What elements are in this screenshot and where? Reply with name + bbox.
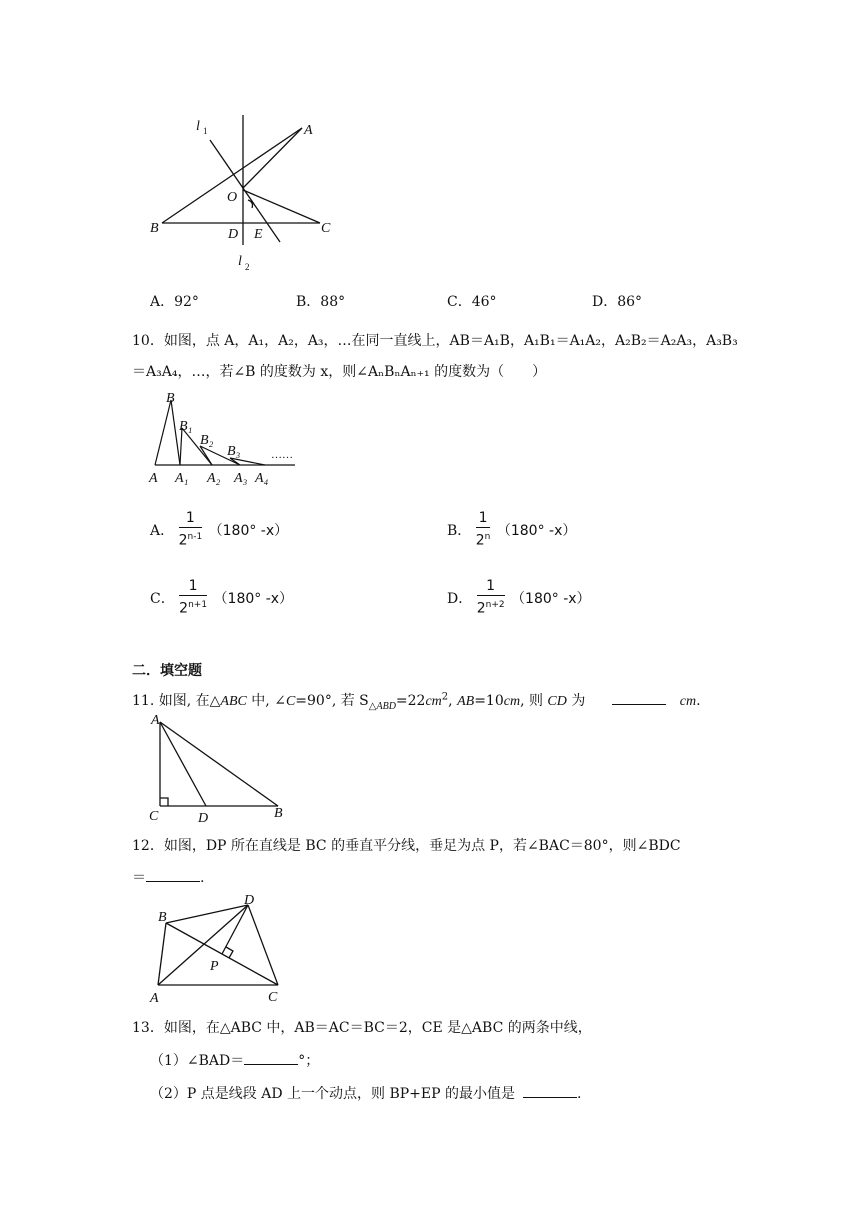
- q9-label-C: C: [321, 221, 331, 236]
- q11-answer-blank[interactable]: [612, 690, 666, 705]
- q10-option-c-expr: （180° -x）: [213, 590, 294, 607]
- q13-sub2-blank[interactable]: [523, 1083, 577, 1098]
- q11-label-D: D: [198, 811, 209, 826]
- q13-sub1-blank[interactable]: [244, 1050, 298, 1065]
- q13-sub1-pre: （1）∠BAD＝: [150, 1053, 245, 1069]
- q13-sub1-end: °；: [298, 1053, 320, 1069]
- q10-option-c-exp: n+1: [188, 600, 208, 610]
- q10-option-d-expr: （180° -x）: [511, 590, 591, 607]
- q11-text-e: ,: [448, 693, 458, 709]
- q12-line2-pre: ＝: [132, 870, 146, 886]
- q11-sup: 2: [441, 691, 449, 703]
- q12-label-P: P: [210, 959, 219, 974]
- q12-line1: 12．如图，DP 所在直线是 BC 的垂直平分线，垂足为点 P，若∠BAC＝80°，则∠BDC: [132, 838, 681, 854]
- q10-label-dots: ……: [271, 449, 293, 461]
- q10-option-a-letter: A．: [150, 522, 175, 539]
- q11-text-d: =22: [395, 693, 426, 709]
- q12-label-A: A: [150, 991, 159, 1006]
- q10-option-a-den: 2: [178, 532, 188, 549]
- q10-label-B3: B₃: [227, 444, 241, 459]
- q11-ab: AB: [457, 694, 475, 709]
- q11-text-h: 为: [566, 693, 586, 709]
- q13-sub2-pre: （2）P 点是线段 AD 上一个动点，则 BP+EP 的最小值是: [150, 1086, 515, 1102]
- q10-option-b-den: 2: [475, 532, 485, 549]
- q12-label-C: C: [268, 990, 278, 1005]
- q9-label-l2: l: [238, 254, 242, 269]
- q10-option-a: [150, 510, 288, 550]
- q9-label-E: E: [254, 227, 263, 242]
- q11-label-C: C: [149, 809, 159, 824]
- q10-option-b: [447, 510, 576, 550]
- q13-line1: 13．如图，在△ABC 中，AB＝AC＝BC＝2，CE 是△ABC 的两条中线，: [132, 1020, 592, 1036]
- q11-cm: cm: [503, 694, 521, 709]
- q10-option-b-letter: B．: [447, 522, 472, 539]
- q10-label-B1: B₁: [179, 419, 193, 434]
- q9-label-A: A: [304, 123, 313, 138]
- q10-option-c-den: 2: [179, 600, 189, 617]
- q9-option-d: D．86°: [592, 294, 643, 310]
- q10-option-a-exp: n-1: [187, 532, 203, 542]
- q12-figure: [140, 888, 300, 1008]
- q9-label-D: D: [228, 227, 239, 242]
- q10-label-A: A: [149, 471, 158, 486]
- q10-option-c-num: 1: [179, 578, 207, 596]
- q9-label-l1-sub: 1: [203, 126, 208, 136]
- q10-option-d-exp: n+2: [485, 600, 505, 610]
- q10-option-d-num: 1: [477, 578, 505, 596]
- q12-label-B: B: [158, 910, 167, 925]
- q11-text-f: =10: [474, 693, 504, 709]
- q9-figure: [140, 110, 340, 280]
- q10-option-b-num: 1: [476, 510, 491, 528]
- q10-option-a-expr: （180° -x）: [208, 522, 289, 539]
- q9-option-c: C．46°: [447, 294, 497, 310]
- q10-option-c: [150, 578, 293, 618]
- q11-text-c: =90°, 若 S: [295, 693, 369, 709]
- q10-option-d-fraction: [477, 578, 505, 618]
- q10-option-b-fraction: [476, 510, 491, 550]
- q10-label-A4: A₄: [255, 471, 269, 486]
- q10-option-a-fraction: [179, 510, 203, 550]
- q13-sub2: [150, 1083, 581, 1103]
- q10-stem-line1: 10．如图，点 A，A₁，A₂，A₃，…在同一直线上，AB＝A₁B，A₁B₁＝A₁A₂，A₂B₂＝A₂A₃，A₃B₃: [132, 333, 738, 349]
- q10-option-c-letter: C．: [150, 590, 175, 607]
- q10-label-A1: A₁: [175, 471, 189, 486]
- q11-figure: [140, 708, 300, 828]
- q11-text-g: , 则: [520, 693, 548, 709]
- q13-sub1: [150, 1050, 319, 1070]
- q10-label-B: B: [166, 391, 175, 406]
- q12-label-D: D: [244, 893, 255, 908]
- q9-option-b: B．88°: [296, 294, 346, 310]
- q9-label-O: O: [227, 190, 238, 205]
- q10-figure: [145, 388, 305, 488]
- q9-label-B: B: [150, 221, 159, 236]
- q9-label-l1: l: [196, 119, 200, 134]
- q11-text-a: 11. 如图, 在△: [132, 693, 221, 709]
- q12-line2-end: .: [200, 870, 205, 886]
- q11-abc: ABC: [220, 694, 247, 709]
- q11-label-A: A: [151, 713, 160, 728]
- q11-text-b: 中, ∠: [246, 693, 286, 709]
- q10-option-d-letter: D．: [447, 590, 473, 607]
- q10-option-d: [447, 578, 591, 618]
- section-title: 二．填空题: [132, 663, 202, 679]
- q11-sub: △ABD: [368, 700, 396, 712]
- q11-cm2: cm: [425, 694, 442, 709]
- q10-label-A2: A₂: [207, 471, 221, 486]
- q10-label-A3: A₃: [234, 471, 248, 486]
- q11-label-B: B: [274, 806, 283, 821]
- q12-answer-blank[interactable]: [146, 867, 200, 882]
- q10-option-b-expr: （180° -x）: [496, 522, 577, 539]
- q10-option-b-exp: n: [484, 532, 491, 542]
- q10-stem-line2: ＝A₃A₄，…，若∠B 的度数为 x，则∠AₙBₙAₙ₊₁ 的度数为（ ）: [132, 364, 547, 380]
- q11-cd: CD: [547, 694, 567, 709]
- q10-option-c-fraction: [179, 578, 207, 618]
- q10-label-B2: B₂: [200, 433, 214, 448]
- q9-label-l2-sub: 2: [245, 262, 250, 272]
- q11-c: C: [285, 694, 296, 709]
- q13-sub2-end: .: [577, 1086, 582, 1102]
- q11-unit: cm: [679, 694, 697, 709]
- q10-option-d-den: 2: [476, 600, 486, 617]
- q12-line2: [132, 867, 204, 887]
- q11-end: .: [696, 693, 701, 709]
- q10-option-a-num: 1: [179, 510, 203, 528]
- q9-option-a: A．92°: [150, 294, 199, 310]
